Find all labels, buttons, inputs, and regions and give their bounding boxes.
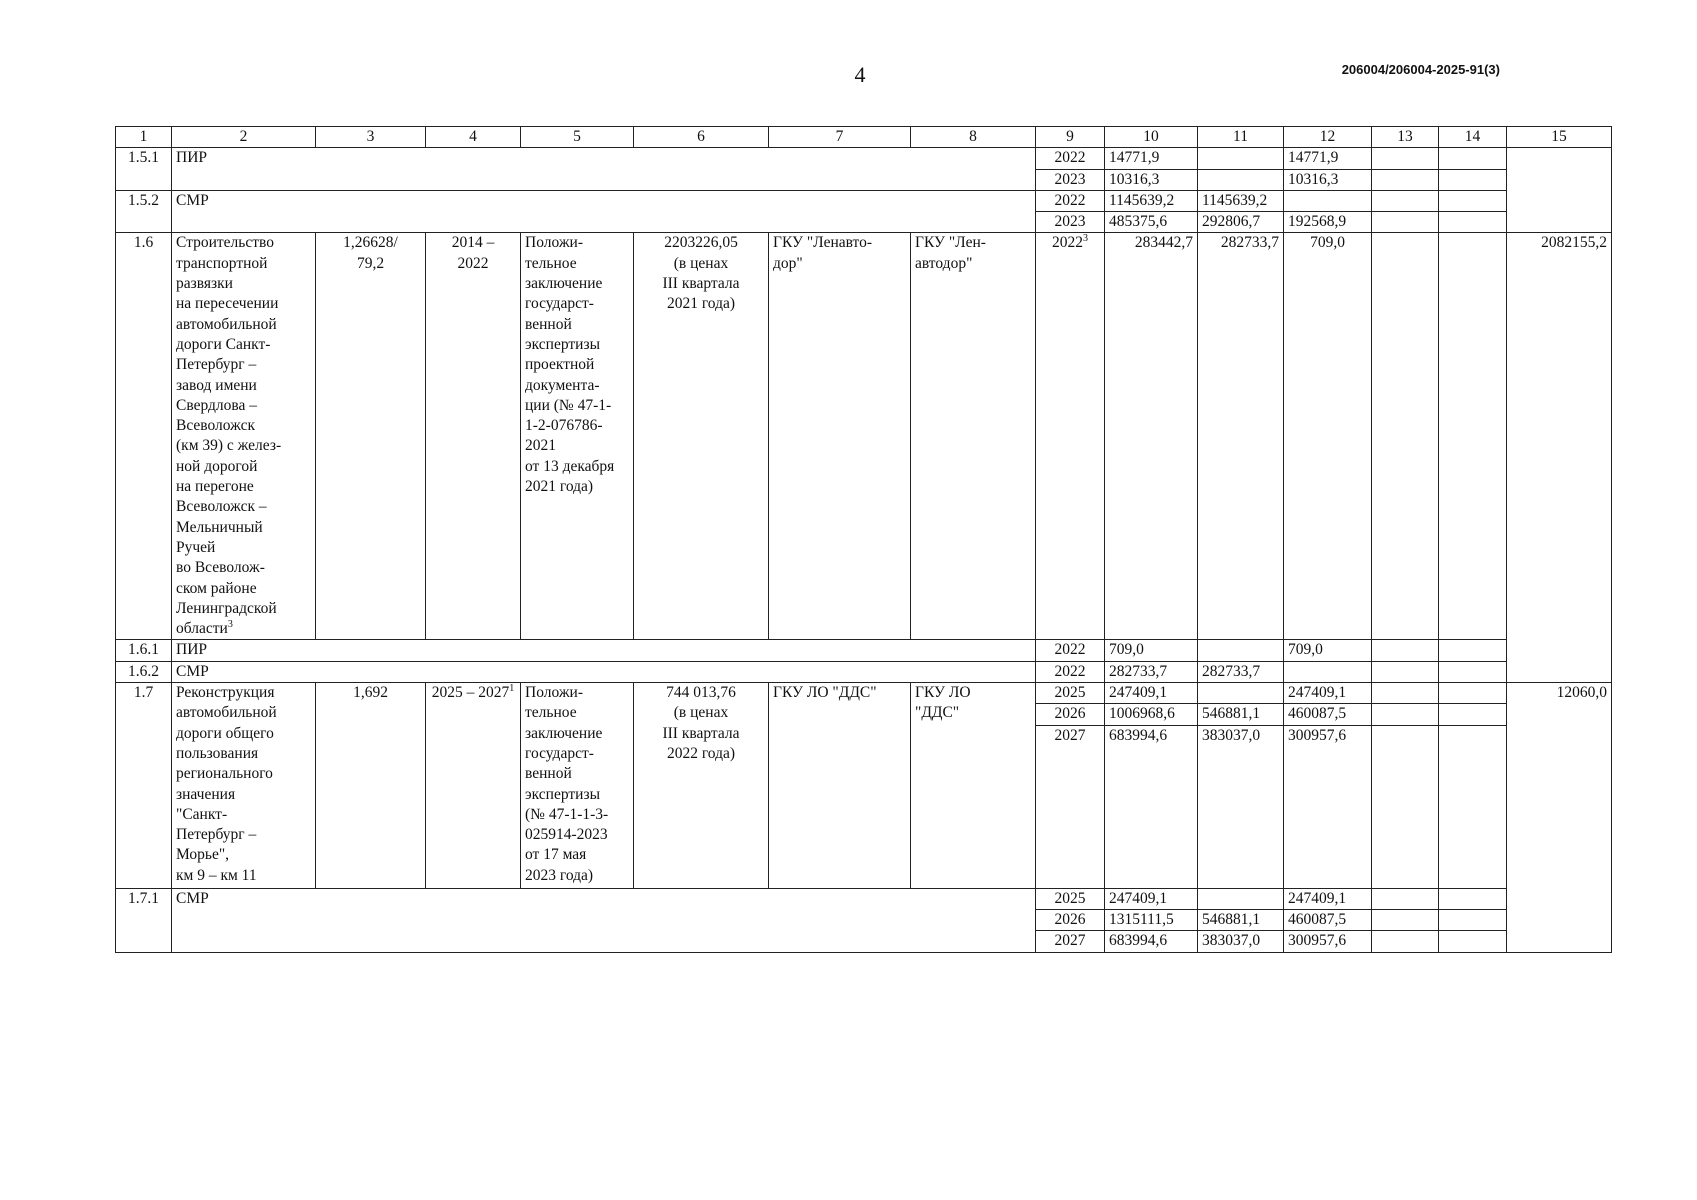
value-cell: 300957,6 (1284, 725, 1372, 888)
year-cell: 2025 (1036, 888, 1105, 909)
year-cell: 2022 (1036, 190, 1105, 211)
value-cell: 546881,1 (1198, 704, 1284, 725)
year-cell: 2023 (1036, 212, 1105, 233)
column-number: 13 (1372, 127, 1439, 148)
value-cell: 192568,9 (1284, 212, 1372, 233)
column-number-row (116, 127, 1612, 148)
value-cell (1372, 233, 1439, 640)
value-cell: 383037,0 (1198, 725, 1284, 888)
year-cell: 2023 (1036, 169, 1105, 190)
developer-cell: ГКУ ЛО "ДДС" (911, 683, 1036, 889)
row-number: 1.6.1 (116, 640, 172, 661)
row-name: СМР (172, 190, 1036, 233)
year-cell: 2026 (1036, 704, 1105, 725)
value-cell: 292806,7 (1198, 212, 1284, 233)
row-name: СМР (172, 661, 1036, 682)
program-table (115, 126, 1612, 953)
value-cell (1198, 640, 1284, 661)
table-row (116, 888, 1612, 909)
table-row (116, 661, 1612, 682)
column-number: 5 (521, 127, 634, 148)
value-cell (1372, 725, 1439, 888)
period-text: 2025 – 2027 (431, 684, 510, 702)
value-cell: 14771,9 (1105, 148, 1198, 169)
footnote-mark: 3 (227, 619, 233, 631)
object-name: Реконструкция автомобильной дороги общего пользования регионального значения "Санкт- Петербург – Морье", км 9 – км 11 (172, 683, 316, 889)
value-cell: 546881,1 (1198, 909, 1284, 930)
column-number: 6 (634, 127, 769, 148)
table-row (116, 233, 1612, 640)
value-cell: 1145639,2 (1105, 190, 1198, 211)
value-cell (1372, 148, 1439, 169)
value-cell (1439, 909, 1507, 930)
expertise-cell: Положи- тельное заключение государст- венной экспертизы (№ 47-1-1-3- 025914-2023 от 17 мая 2023 года) (521, 683, 634, 889)
value-cell (1198, 148, 1284, 169)
value-cell: 1006968,6 (1105, 704, 1198, 725)
year-cell: 2026 (1036, 909, 1105, 930)
value-cell (1198, 683, 1284, 704)
value-cell (1372, 169, 1439, 190)
value-cell: 1315111,5 (1105, 909, 1198, 930)
value-cell (1439, 704, 1507, 725)
value-cell: 709,0 (1105, 640, 1198, 661)
value-cell (1372, 931, 1439, 952)
value-cell: 383037,0 (1198, 931, 1284, 952)
value-cell (1372, 704, 1439, 725)
column-number: 10 (1105, 127, 1198, 148)
customer-cell: ГКУ ЛО "ДДС" (769, 683, 911, 889)
row-name: ПИР (172, 640, 1036, 661)
value-cell (1198, 888, 1284, 909)
value-cell (1198, 169, 1284, 190)
year-cell: 2022 (1036, 148, 1105, 169)
footnote-mark: 1 (509, 683, 515, 695)
value-cell: 300957,6 (1284, 931, 1372, 952)
customer-cell: ГКУ "Ленавто- дор" (769, 233, 911, 640)
footnote-mark: 3 (1083, 233, 1088, 245)
capacity-cell: 1,26628/ 79,2 (316, 233, 426, 640)
year-cell: 2022 (1036, 661, 1105, 682)
value-cell (1284, 190, 1372, 211)
value-cell: 283442,7 (1105, 233, 1198, 640)
table-row (116, 683, 1612, 704)
value-cell (1439, 148, 1507, 169)
column-number: 9 (1036, 127, 1105, 148)
row-number: 1.5.2 (116, 190, 172, 233)
year-text: 2022 (1052, 234, 1083, 252)
period-cell (426, 683, 521, 889)
row-number: 1.6 (116, 233, 172, 640)
column-number: 2 (172, 127, 316, 148)
cost-cell: 744 013,76 (в ценах III квартала 2022 года) (634, 683, 769, 889)
value-cell (1439, 190, 1507, 211)
value-cell: 10316,3 (1284, 169, 1372, 190)
capacity-cell: 1,692 (316, 683, 426, 889)
object-name-text: Строительство транспортной развязки на пересечении автомобильной дороги Санкт- Петербург – завод имени Свердлова – Всеволожск (км 39) с желез- ной дорогой на перегоне Всеволожск – Мельничный Ручей во Всеволож- ском районе Ленинградской области (176, 234, 282, 638)
row-name: СМР (172, 888, 1036, 952)
document-id: 206004/206004-2025-91(3) (1341, 62, 1500, 77)
value-cell (1439, 640, 1507, 661)
value-cell (1439, 169, 1507, 190)
table-row (116, 640, 1612, 661)
value-cell (1439, 233, 1507, 640)
value-cell: 460087,5 (1284, 704, 1372, 725)
object-name (172, 233, 316, 640)
year-cell (1036, 233, 1105, 640)
column-number: 15 (1507, 127, 1612, 148)
value-cell (1439, 683, 1507, 704)
value-cell: 709,0 (1284, 233, 1372, 640)
period-cell: 2014 – 2022 (426, 233, 521, 640)
value-cell: 247409,1 (1284, 888, 1372, 909)
value-cell: 12060,0 (1507, 683, 1612, 952)
column-number: 11 (1198, 127, 1284, 148)
row-number: 1.6.2 (116, 661, 172, 682)
year-cell: 2025 (1036, 683, 1105, 704)
value-cell (1439, 661, 1507, 682)
value-cell (1439, 725, 1507, 888)
value-cell: 2082155,2 (1507, 233, 1612, 683)
year-cell: 2022 (1036, 640, 1105, 661)
page-number: 4 (854, 62, 866, 87)
column-number: 8 (911, 127, 1036, 148)
table-row (116, 148, 1612, 169)
value-cell (1372, 683, 1439, 704)
value-cell (1439, 931, 1507, 952)
row-name: ПИР (172, 148, 1036, 191)
year-cell: 2027 (1036, 931, 1105, 952)
expertise-cell: Положи- тельное заключение государст- венной экспертизы проектной документа- ции (№ 47-1- 1-2-076786- 2021 от 13 декабря 2021 года) (521, 233, 634, 640)
value-cell: 247409,1 (1105, 683, 1198, 704)
value-cell (1439, 888, 1507, 909)
row-number: 1.7.1 (116, 888, 172, 952)
value-cell (1372, 190, 1439, 211)
column-number: 7 (769, 127, 911, 148)
value-cell (1372, 640, 1439, 661)
column-number: 12 (1284, 127, 1372, 148)
value-cell: 282733,7 (1105, 661, 1198, 682)
column-number: 14 (1439, 127, 1507, 148)
value-cell: 683994,6 (1105, 725, 1198, 888)
developer-cell: ГКУ "Лен- автодор" (911, 233, 1036, 640)
table-row (116, 190, 1612, 211)
value-cell: 247409,1 (1105, 888, 1198, 909)
value-cell: 1145639,2 (1198, 190, 1284, 211)
value-cell (1372, 909, 1439, 930)
row-number: 1.5.1 (116, 148, 172, 191)
value-cell (1372, 661, 1439, 682)
value-cell (1507, 148, 1612, 233)
value-cell (1372, 888, 1439, 909)
value-cell: 282733,7 (1198, 233, 1284, 640)
value-cell: 709,0 (1284, 640, 1372, 661)
value-cell: 14771,9 (1284, 148, 1372, 169)
column-number: 4 (426, 127, 521, 148)
year-cell: 2027 (1036, 725, 1105, 888)
value-cell: 683994,6 (1105, 931, 1198, 952)
value-cell (1372, 212, 1439, 233)
value-cell: 485375,6 (1105, 212, 1198, 233)
column-number: 3 (316, 127, 426, 148)
row-number: 1.7 (116, 683, 172, 889)
value-cell: 460087,5 (1284, 909, 1372, 930)
column-number: 1 (116, 127, 172, 148)
value-cell: 247409,1 (1284, 683, 1372, 704)
cost-cell: 2203226,05 (в ценах III квартала 2021 года) (634, 233, 769, 640)
value-cell: 10316,3 (1105, 169, 1198, 190)
value-cell: 282733,7 (1198, 661, 1284, 682)
value-cell (1439, 212, 1507, 233)
value-cell (1284, 661, 1372, 682)
